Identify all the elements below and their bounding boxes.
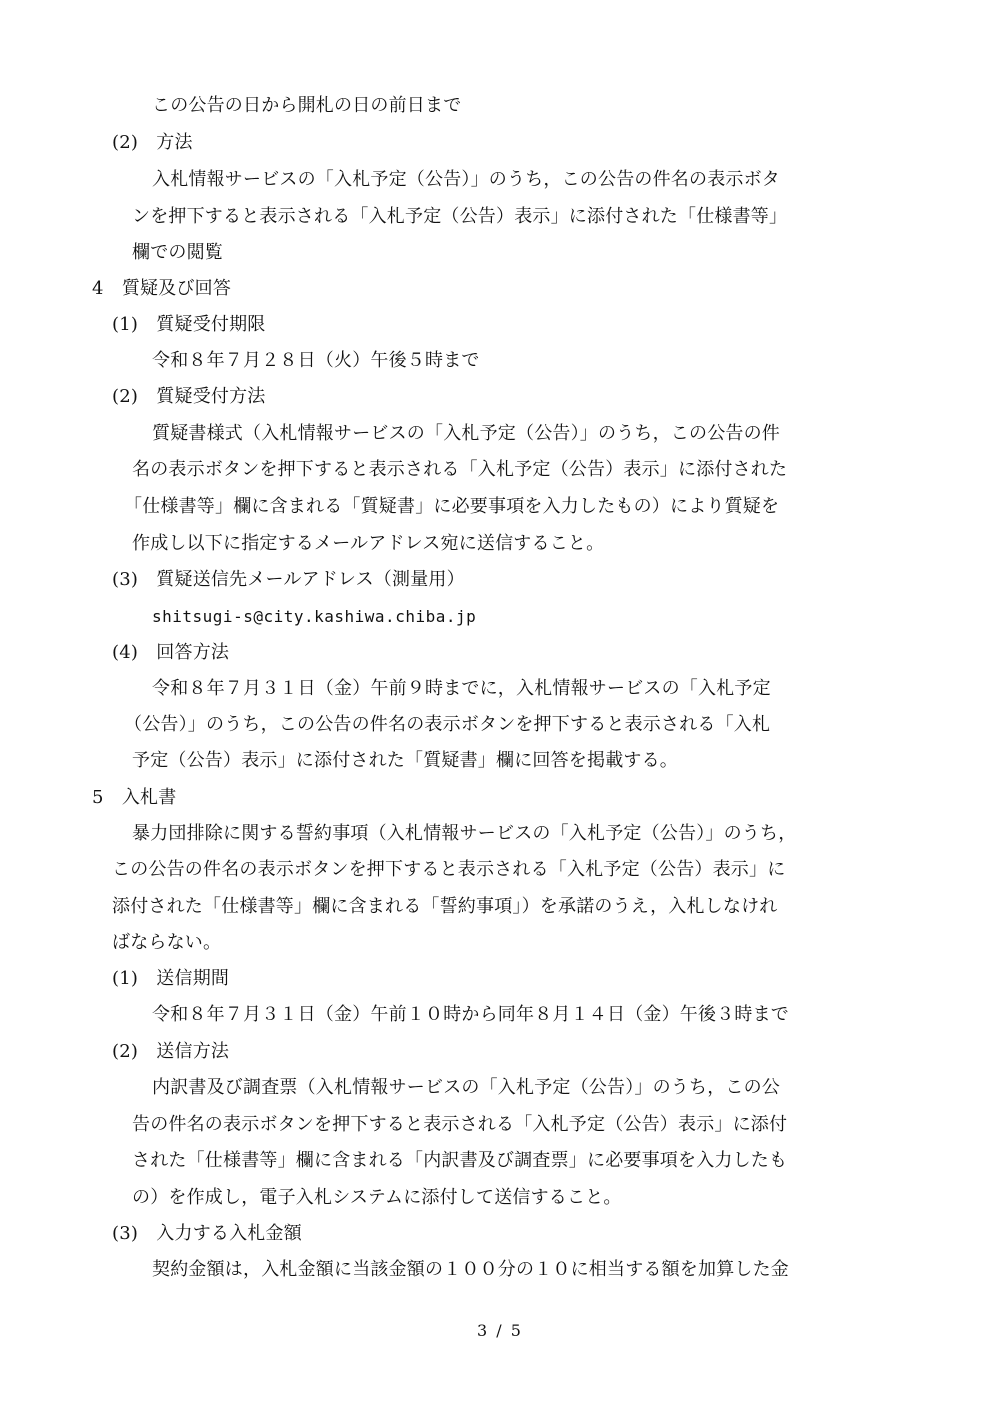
- subsection-heading: (4) 回答方法: [112, 642, 230, 663]
- text-line: 入札情報サービスの「入札予定（公告）」のうち，この公告の件名の表示ボタ: [152, 169, 780, 190]
- text-line: （公告）」のうち，この公告の件名の表示ボタンを押下すると表示される「入札: [124, 714, 771, 735]
- text-line: 暴力団排除に関する誓約事項（入札情報サービスの「入札予定（公告）」のうち，: [132, 823, 797, 844]
- subsection-heading: (3) 質疑送信先メールアドレス（測量用）: [112, 569, 465, 590]
- text-line: 「仕様書等」欄に含まれる「質疑書」に必要事項を入力したもの）により質疑を: [124, 496, 780, 517]
- text-line: この公告の件名の表示ボタンを押下すると表示される「入札予定（公告）表示」に: [112, 859, 786, 880]
- section-heading: 4 質疑及び回答: [92, 278, 232, 299]
- text-line: ばならない。: [112, 932, 222, 953]
- text-line: 質疑書様式（入札情報サービスの「入札予定（公告）」のうち，この公告の件: [152, 423, 780, 444]
- subsection-heading: (1) 送信期間: [112, 968, 230, 989]
- text-line: 令和８年７月２８日（火）午後５時まで: [152, 350, 480, 371]
- subsection-heading: (2) 方法: [112, 132, 193, 153]
- text-line: 内訳書及び調査票（入札情報サービスの「入札予定（公告）」のうち，この公: [152, 1077, 780, 1098]
- text-line: ンを押下すると表示される「入札予定（公告）表示」に添付された「仕様書等」: [132, 206, 788, 227]
- text-line: この公告の日から開札の日の前日まで: [152, 95, 462, 116]
- subsection-heading: (1) 質疑受付期限: [112, 314, 266, 335]
- text-line: の）を作成し，電子入札システムに添付して送信すること。: [132, 1187, 622, 1208]
- section-heading: 5 入札書: [92, 787, 177, 808]
- text-line: 令和８年７月３１日（金）午前１０時から同年８月１４日（金）午後３時まで: [152, 1004, 789, 1025]
- text-line: 名の表示ボタンを押下すると表示される「入札予定（公告）表示」に添付された: [132, 459, 788, 480]
- text-line: 告の件名の表示ボタンを押下すると表示される「入札予定（公告）表示」に添付: [132, 1114, 788, 1135]
- page-number: 3 / 5: [477, 1321, 523, 1340]
- subsection-heading: (3) 入力する入札金額: [112, 1223, 302, 1244]
- text-line: 予定（公告）表示」に添付された「質疑書」欄に回答を掲載する。: [132, 750, 678, 771]
- text-line: 作成し以下に指定するメールアドレス宛に送信すること。: [132, 533, 605, 554]
- text-line: 添付された「仕様書等」欄に含まれる「誓約事項」）を承諾のうえ，入札しなけれ: [112, 896, 778, 917]
- subsection-heading: (2) 質疑受付方法: [112, 386, 266, 407]
- text-line: 欄での閲覧: [132, 242, 223, 263]
- text-line: された「仕様書等」欄に含まれる「内訳書及び調査票」に必要事項を入力したも: [132, 1150, 788, 1171]
- email-address: shitsugi-s@city.kashiwa.chiba.jp: [152, 607, 477, 626]
- text-line: 令和８年７月３１日（金）午前９時までに，入札情報サービスの「入札予定: [152, 678, 771, 699]
- text-line: 契約金額は，入札金額に当該金額の１００分の１０に相当する額を加算した金: [152, 1259, 789, 1280]
- subsection-heading: (2) 送信方法: [112, 1041, 230, 1062]
